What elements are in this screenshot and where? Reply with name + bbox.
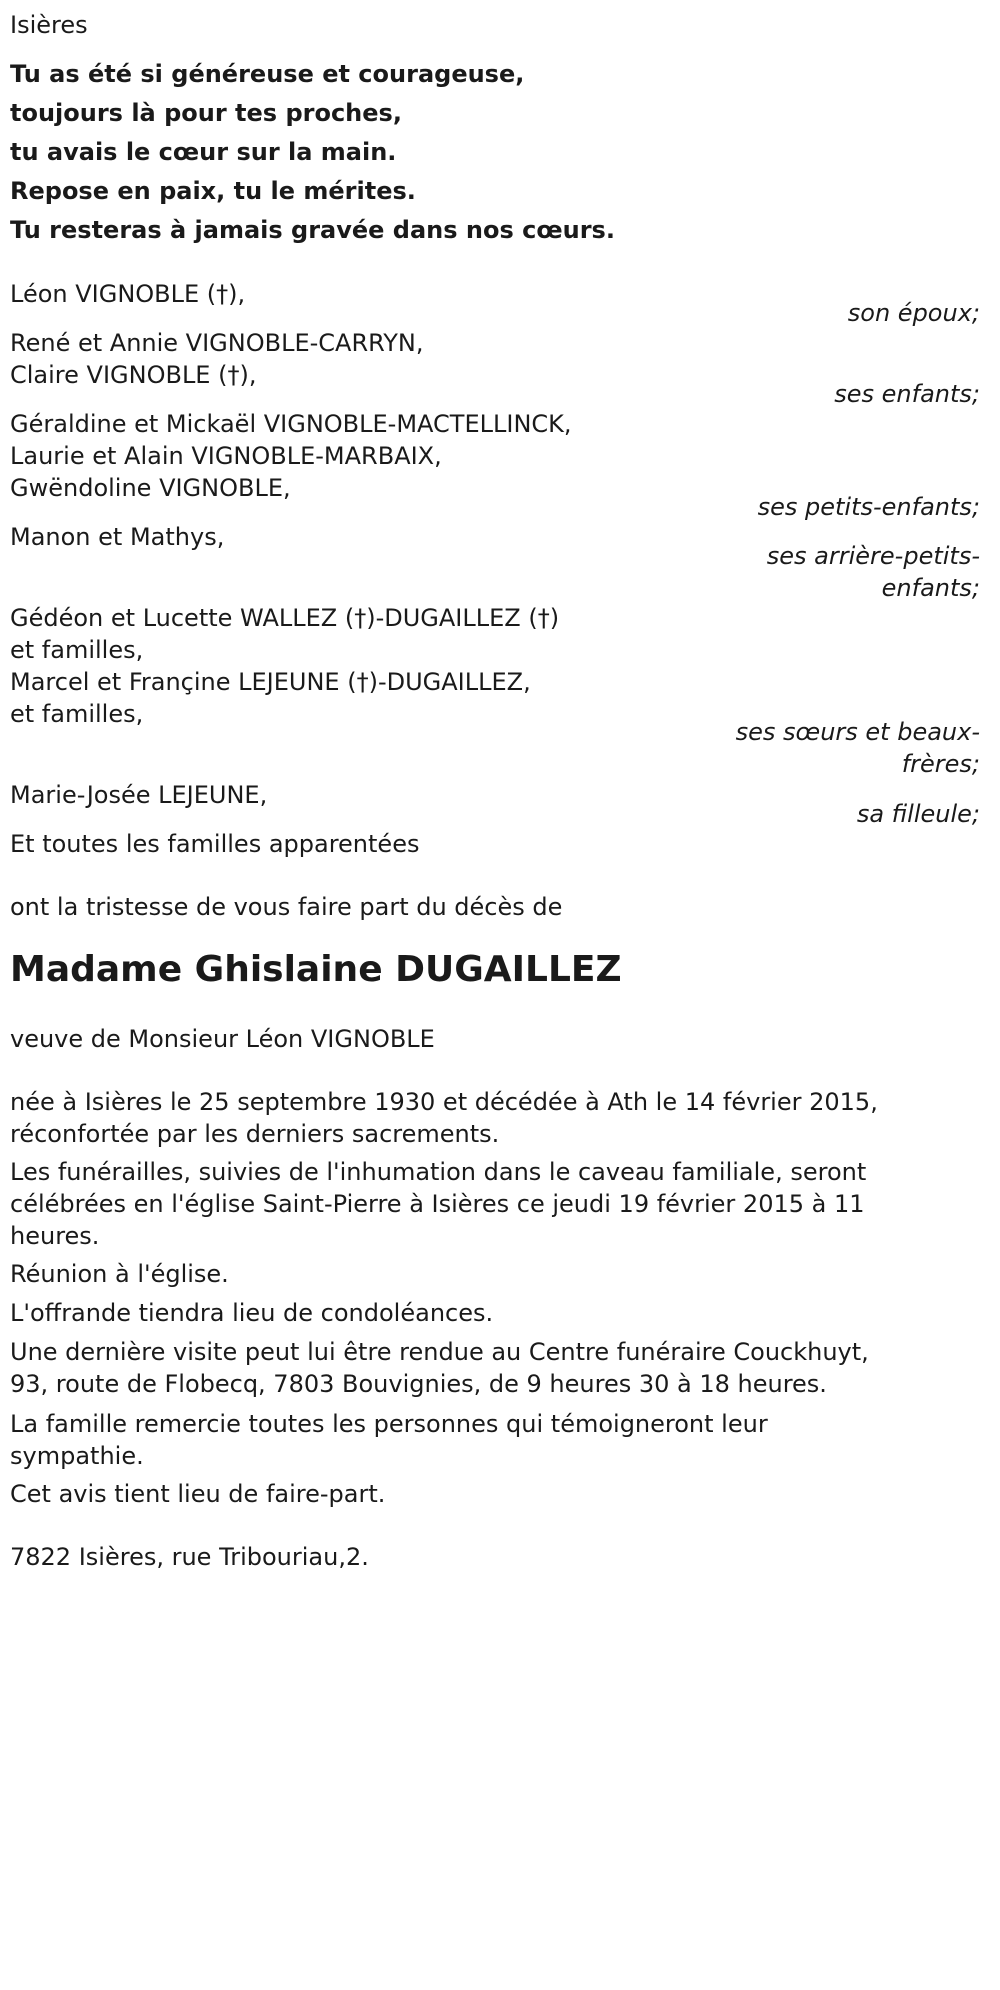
birth-death-line-1: née à Isières le 25 septembre 1930 et décédée à Ath le 14 février 2015, [10,1088,878,1116]
spouse-name: Léon VIGNOBLE (†), [10,280,246,308]
sibling-line-3: Marcel et Françine LEJEUNE (†)-DUGAILLEZ, [10,668,531,696]
grandchild-name-2: Laurie et Alain VIGNOBLE-MARBAIX, [10,442,442,470]
sibling-line-2: et familles, [10,636,144,664]
poem-line-4: Repose en paix, tu le mérites. [10,177,416,205]
poem-line-1: Tu as été si généreuse et courageuse, [10,60,525,88]
meeting-info: Réunion à l'église. [10,1260,229,1288]
funeral-line-2: célébrées en l'église Saint-Pierre à Isières ce jeudi 19 février 2015 à 11 [10,1190,865,1218]
great-grandchildren-names: Manon et Mathys, [10,523,225,551]
announcement-intro: ont la tristesse de vous faire part du décès de [10,893,563,921]
spouse-relation: son époux; [847,299,980,327]
siblings-relation-2: frères; [901,750,980,778]
goddaughter-relation: sa filleule; [856,800,980,828]
extended-families: Et toutes les familles apparentées [10,830,420,858]
poem-line-2: toujours là pour tes proches, [10,99,402,127]
birth-death-line-2: réconfortée par les derniers sacrements. [10,1120,500,1148]
goddaughter-name: Marie-Josée LEJEUNE, [10,781,268,809]
grandchildren-relation: ses petits-enfants; [757,493,980,521]
widow-of: veuve de Monsieur Léon VIGNOBLE [10,1025,435,1053]
poem-line-5: Tu resteras à jamais gravée dans nos cœurs. [10,216,615,244]
great-grandchildren-relation-1: ses arrière-petits- [766,542,980,570]
thanks-line-1: La famille remercie toutes les personnes qui témoigneront leur [10,1410,768,1438]
notice-info: Cet avis tient lieu de faire-part. [10,1480,386,1508]
grandchild-name-3: Gwëndoline VIGNOBLE, [10,474,291,502]
offering-info: L'offrande tiendra lieu de condoléances. [10,1299,494,1327]
child-name-2: Claire VIGNOBLE (†), [10,361,257,389]
siblings-relation-1: ses sœurs et beaux- [735,718,980,746]
poem-line-3: tu avais le cœur sur la main. [10,138,397,166]
great-grandchildren-relation-2: enfants; [881,574,980,602]
funeral-line-1: Les funérailles, suivies de l'inhumation dans le caveau familiale, seront [10,1158,867,1186]
obituary-notice [10,0,980,1990]
grandchild-name-1: Géraldine et Mickaël VIGNOBLE-MACTELLINCK, [10,410,572,438]
funeral-line-3: heures. [10,1222,100,1250]
deceased-name: Madame Ghislaine DUGAILLEZ [10,949,622,990]
family-address: 7822 Isières, rue Tribouriau,2. [10,1543,369,1571]
thanks-line-2: sympathie. [10,1442,144,1470]
village-name: Isières [10,11,88,39]
visit-line-2: 93, route de Flobecq, 7803 Bouvignies, de 9 heures 30 à 18 heures. [10,1370,827,1398]
children-relation: ses enfants; [834,380,980,408]
sibling-line-1: Gédéon et Lucette WALLEZ (†)-DUGAILLEZ (†) [10,604,560,632]
sibling-line-4: et familles, [10,700,144,728]
visit-line-1: Une dernière visite peut lui être rendue au Centre funéraire Couckhuyt, [10,1338,869,1366]
child-name-1: René et Annie VIGNOBLE-CARRYN, [10,329,424,357]
